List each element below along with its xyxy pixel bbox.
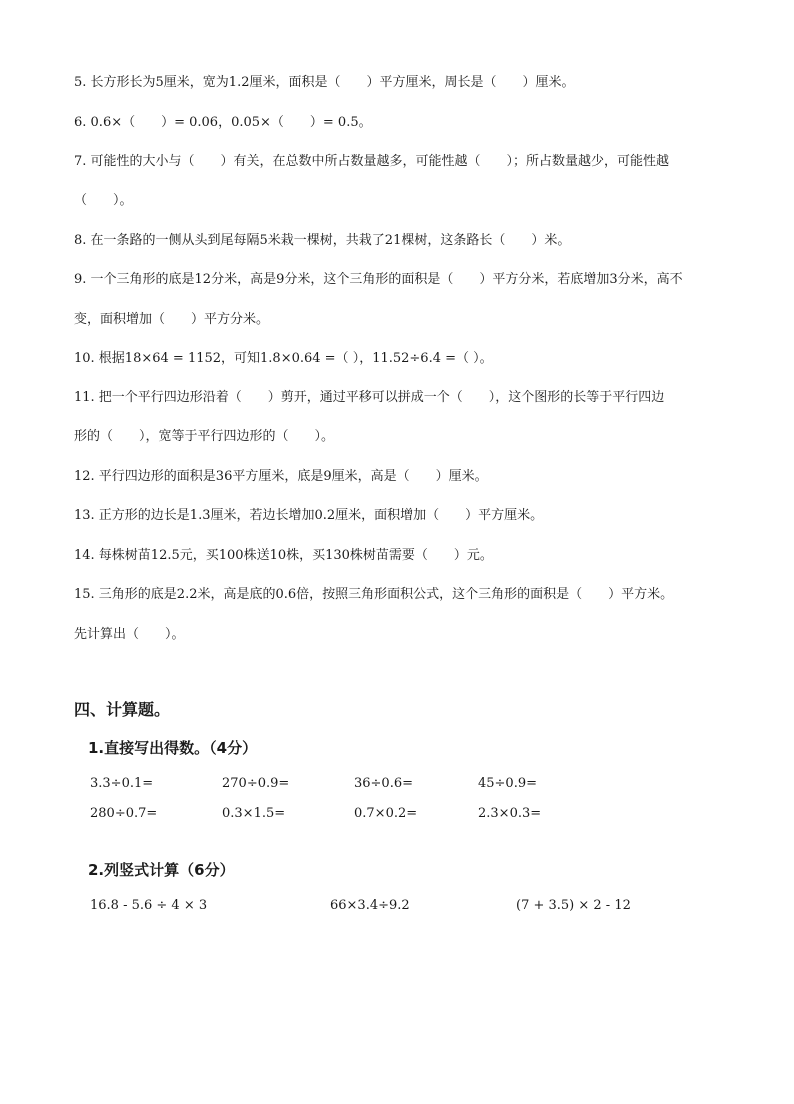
question-11-continued: 形的（ ），宽等于平行四边形的（ ）。 [74, 429, 335, 444]
question-6: 6. 0.6×（ ）= 0.06，0.05×（ ）= 0.5。 [74, 115, 372, 130]
question-9-continued: 变，面积增加（ ）平方分米。 [74, 312, 270, 327]
question-8: 8. 在一条路的一侧从头到尾每隔5米栽一棵树，共栽了21棵树，这条路长（ ）米。 [74, 233, 571, 248]
calc-item: 3.3÷0.1= [90, 776, 154, 791]
question-15-continued: 先计算出（ ）。 [74, 627, 185, 642]
calc-item: 45÷0.9= [478, 776, 538, 791]
vertical-calc-item: (7 + 3.5) × 2 - 12 [516, 898, 631, 913]
calc-item: 270÷0.9= [222, 776, 290, 791]
question-10: 10. 根据18×64 = 1152，可知1.8×0.64 =（ ），11.52÷6.4 =（ ）。 [74, 351, 493, 366]
calc-item: 280÷0.7= [90, 806, 158, 821]
question-7-continued: （ ）。 [74, 193, 133, 208]
question-14: 14. 每株树苗12.5元，买100株送10株，买130株树苗需要（ ）元。 [74, 548, 493, 563]
section-4-title: 四、计算题。 [74, 700, 171, 719]
calc-item: 2.3×0.3= [478, 806, 542, 821]
question-9: 9. 一个三角形的底是12分米，高是9分米，这个三角形的面积是（ ）平方分米，若底增加3分米，高不 [74, 272, 683, 287]
question-11: 11. 把一个平行四边形沿着（ ）剪开，通过平移可以拼成一个（ ），这个图形的长等于平行四边 [74, 390, 665, 405]
calc-item: 36÷0.6= [354, 776, 414, 791]
vertical-calc-item: 66×3.4÷9.2 [330, 898, 410, 913]
calc-item: 0.3×1.5= [222, 806, 286, 821]
question-12: 12. 平行四边形的面积是36平方厘米，底是9厘米，高是（ ）厘米。 [74, 469, 488, 484]
part-1-title: 1.直接写出得数。（4分） [88, 739, 258, 757]
question-5: 5. 长方形长为5厘米，宽为1.2厘米，面积是（ ）平方厘米，周长是（ ）厘米。 [74, 75, 575, 90]
question-7: 7. 可能性的大小与（ ）有关，在总数中所占数量越多，可能性越（ ）；所占数量越少，可能性越 [74, 154, 670, 169]
calc-item: 0.7×0.2= [354, 806, 418, 821]
vertical-calc-item: 16.8 - 5.6 ÷ 4 × 3 [90, 898, 208, 913]
question-15: 15. 三角形的底是2.2米，高是底的0.6倍，按照三角形面积公式，这个三角形的面积是（ ）平方米。 [74, 587, 674, 602]
question-13: 13. 正方形的边长是1.3厘米，若边长增加0.2厘米，面积增加（ ）平方厘米。 [74, 508, 544, 523]
part-2-title: 2.列竖式计算（6分） [88, 861, 235, 879]
